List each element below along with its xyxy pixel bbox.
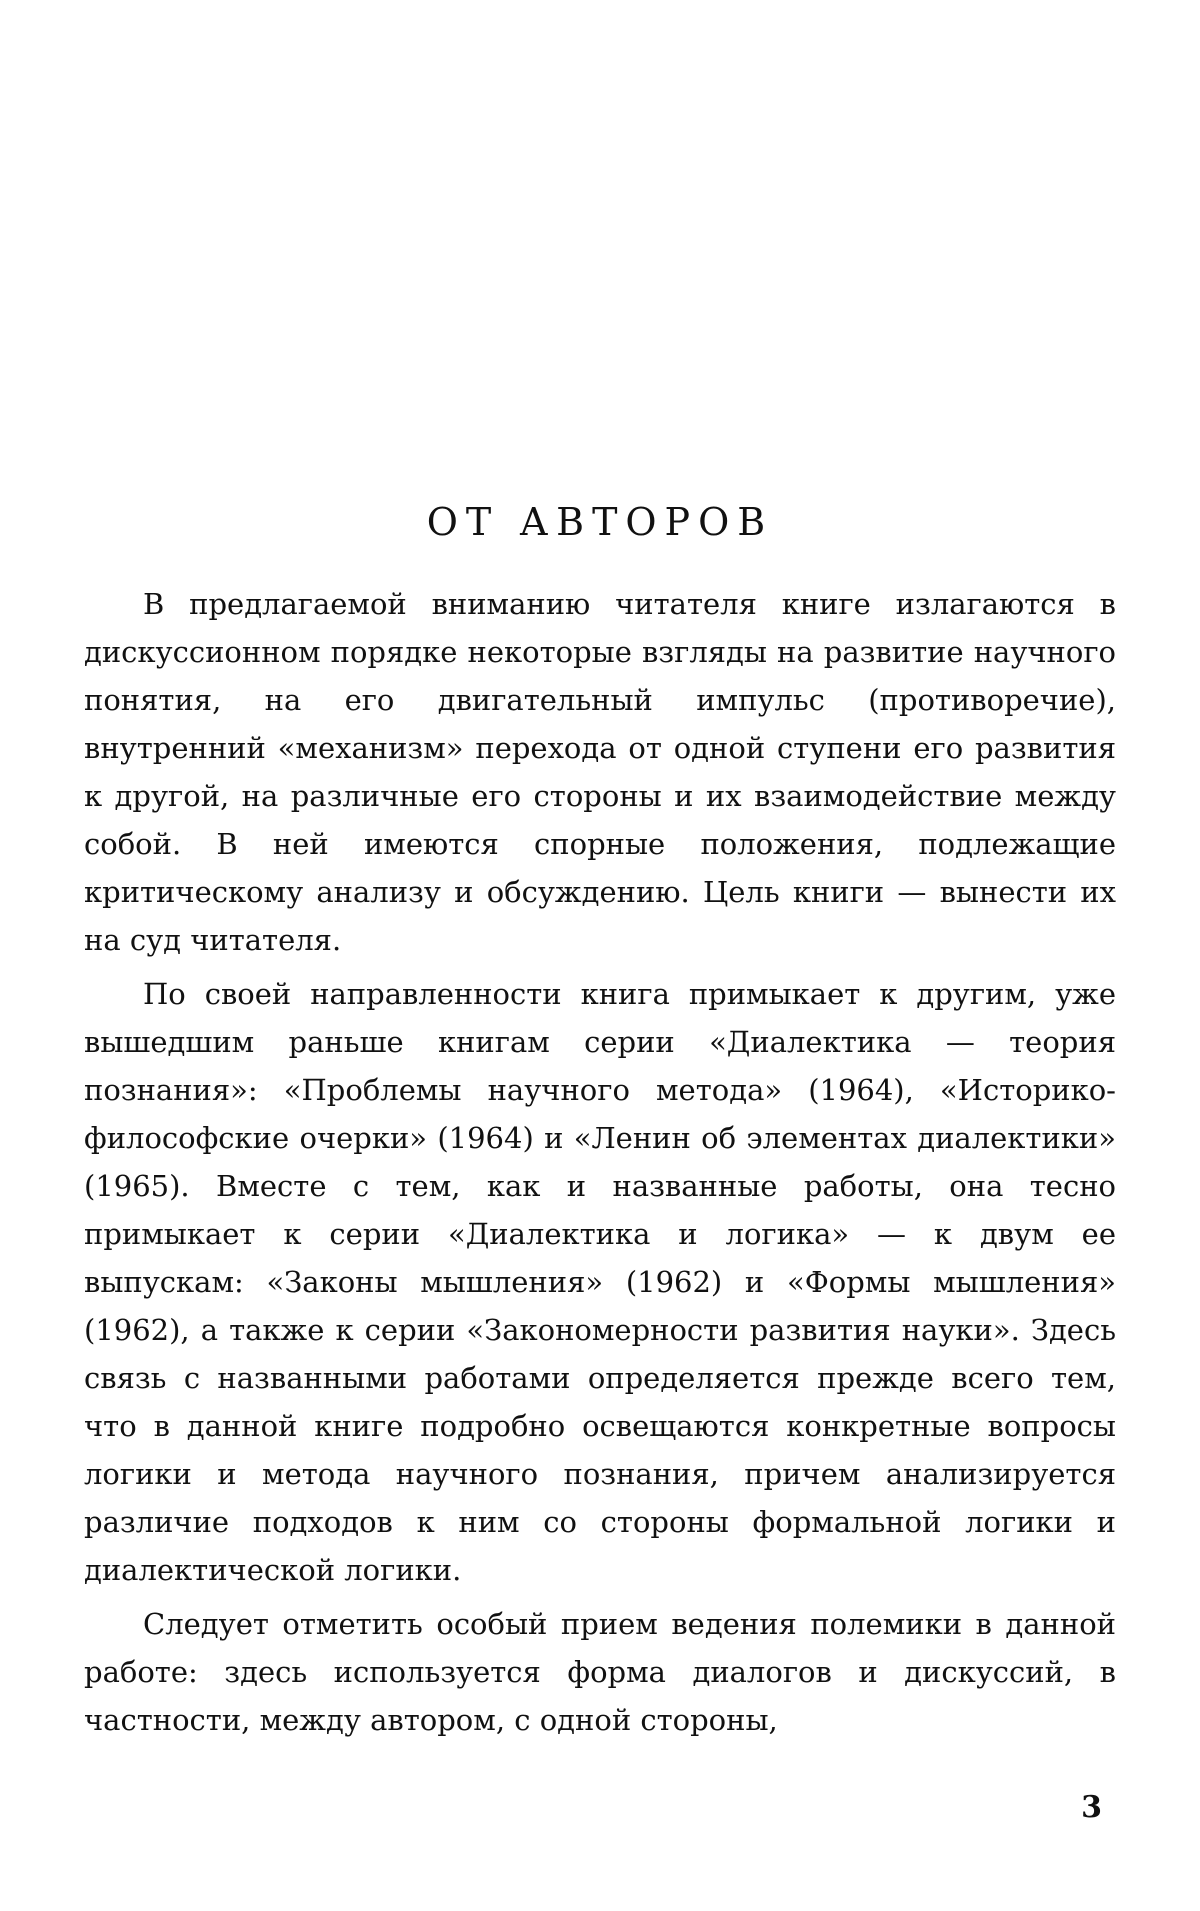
paragraph-2: По своей направленности книга примыкает к другим, уже вышедшим раньше книгам серии «Диалектика — теория познания»: «Проблемы научного метода» (1964), «Историко-философские очерки» (1964) и «Ленин об элементах диалектики» (1965). Вместе с тем, как и названные работы, она тесно примыкает к серии «Диалектика и логика» — к двум ее выпускам: «Законы мышления» (1962) и «Формы мышления» (1962), а также к серии «Закономерности развития науки». Здесь связь с названными работами определяется прежде всего тем, что в данной книге подробно освещаются конкретные вопросы логики и метода научного познания, причем анализируется различие подходов к ним со стороны формальной логики и диалектической логики. (84, 977, 1116, 1587)
page-number: 3 (1081, 1790, 1102, 1825)
chapter-heading: ОТ АВТОРОВ (426, 500, 774, 544)
paragraph-1: В предлагаемой вниманию читателя книге излагаются в дискуссионном порядке некоторые взгляды на развитие научного понятия, на его двигательный импульс (противоречие), внутренний «механизм» перехода от одной ступени его развития к другой, на различные его стороны и их взаимодействие между собой. В ней имеются спорные положения, подлежащие критическому анализу и обсуждению. Цель книги — вынести их на суд читателя. (84, 587, 1116, 957)
paragraph-3: Следует отметить особый прием ведения полемики в данной работе: здесь используется форма диалогов и дискуссий, в частности, между автором, с одной стороны, (84, 1607, 1116, 1737)
body-text (84, 580, 1116, 1750)
